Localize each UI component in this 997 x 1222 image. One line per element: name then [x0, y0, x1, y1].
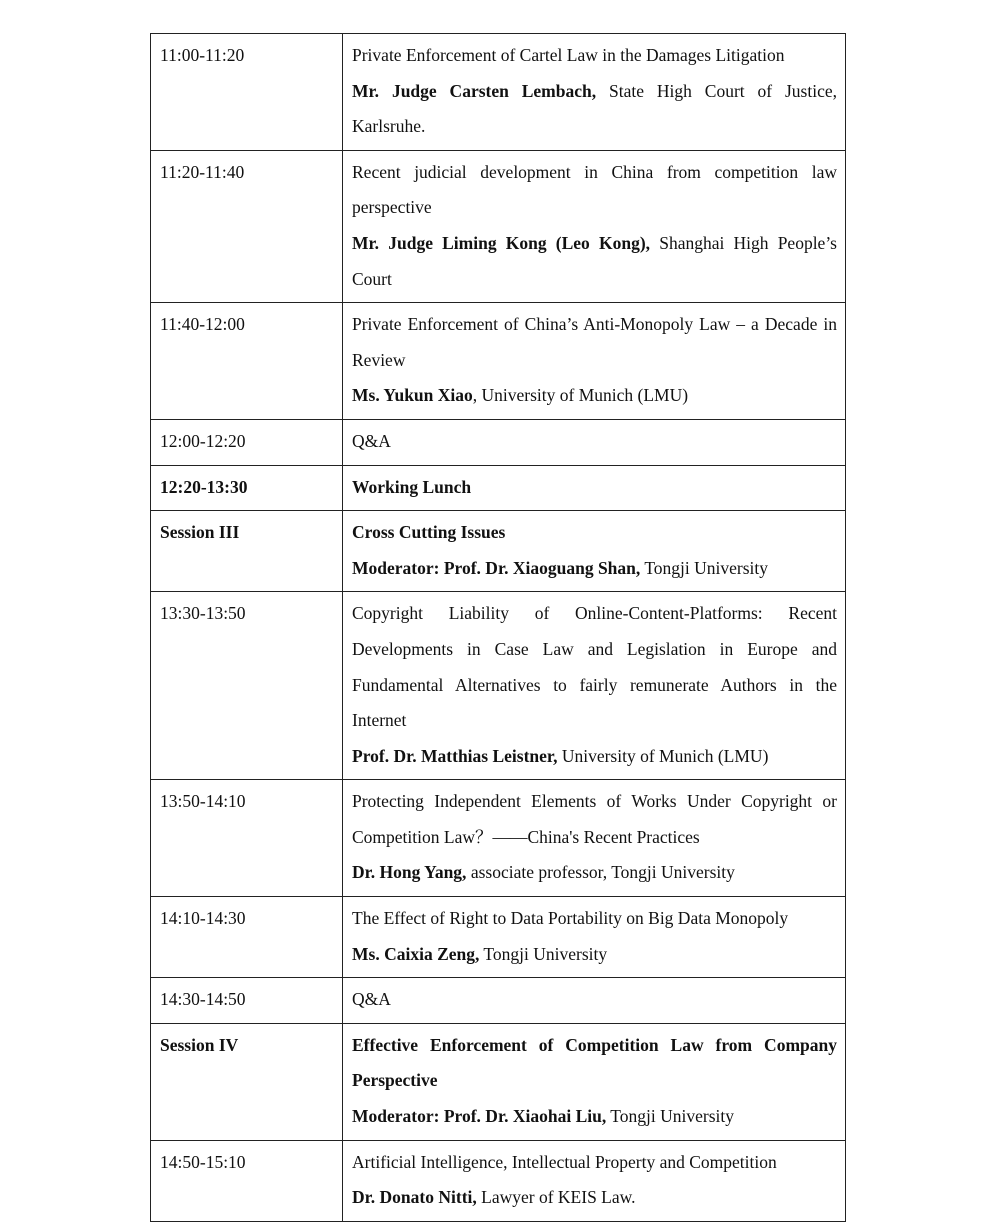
session-label: Session IV: [151, 1023, 343, 1140]
speaker-affiliation: University of Munich (LMU): [557, 745, 769, 766]
speaker-name: Dr. Hong Yang,: [352, 862, 467, 883]
content-cell: [343, 34, 846, 151]
talk-title: Copyright Liability of Online-Content-Platforms: Recent Developments in Case Law and Legislation in Europe and Fundamental Alternatives to fairly remunerate Authors in the Internet: [352, 603, 837, 731]
table-row: [151, 150, 846, 302]
content-cell: [343, 511, 846, 592]
speaker-affiliation: State High Court of Justice, Karlsruhe.: [352, 80, 837, 137]
content-cell: [343, 780, 846, 897]
content-cell: [343, 897, 846, 978]
time-cell: 14:10-14:30: [151, 897, 343, 978]
speaker-affiliation: Lawyer of KEIS Law.: [476, 1187, 636, 1208]
speaker-line: [352, 855, 837, 891]
talk-title: The Effect of Right to Data Portability on Big Data Monopoly: [352, 908, 789, 929]
talk-title: Artificial Intelligence, Intellectual Property and Competition: [352, 1151, 777, 1172]
talk-title: Working Lunch: [352, 476, 472, 497]
content-cell: [343, 592, 846, 780]
speaker-name: Dr. Donato Nitti,: [352, 1187, 477, 1208]
session-title: Effective Enforcement of Competition Law from Company Perspective: [352, 1034, 837, 1091]
speaker-name: Ms. Yukun Xiao: [352, 385, 473, 406]
time-cell: 13:30-13:50: [151, 592, 343, 780]
table-row: [151, 511, 846, 592]
table-row: [151, 978, 846, 1024]
content-cell: [343, 1140, 846, 1221]
speaker-line: [352, 937, 837, 973]
table-row: [151, 303, 846, 420]
time-cell: 12:00-12:20: [151, 419, 343, 465]
table-row: [151, 465, 846, 511]
speaker-line: [352, 739, 837, 775]
session-title: Cross Cutting Issues: [352, 522, 506, 543]
talk-title: Q&A: [352, 430, 391, 451]
content-cell: [343, 1023, 846, 1140]
speaker-name: Mr. Judge Carsten Lembach,: [352, 80, 597, 101]
table-row: [151, 897, 846, 978]
speaker-line: [352, 1180, 837, 1216]
content-cell: [343, 150, 846, 302]
table-row: [151, 1140, 846, 1221]
time-cell: 11:20-11:40: [151, 150, 343, 302]
speaker-name: Ms. Caixia Zeng,: [352, 943, 480, 964]
time-cell: 13:50-14:10: [151, 780, 343, 897]
speaker-line: [352, 226, 837, 297]
moderator-name: Moderator: Prof. Dr. Xiaoguang Shan,: [352, 557, 641, 578]
time-cell: 14:30-14:50: [151, 978, 343, 1024]
moderator-name: Moderator: Prof. Dr. Xiaohai Liu,: [352, 1106, 607, 1127]
content-cell: [343, 978, 846, 1024]
content-cell: [343, 465, 846, 511]
time-cell: 12:20-13:30: [151, 465, 343, 511]
time-cell: 11:00-11:20: [151, 34, 343, 151]
speaker-line: [352, 74, 837, 145]
time-cell: 14:50-15:10: [151, 1140, 343, 1221]
table-row: [151, 780, 846, 897]
speaker-affiliation: , University of Munich (LMU): [472, 385, 689, 406]
moderator-line: [352, 551, 837, 587]
agenda-table: [150, 33, 846, 1222]
moderator-affiliation: Tongji University: [640, 557, 769, 578]
content-cell: [343, 303, 846, 420]
table-row: [151, 34, 846, 151]
talk-title: Protecting Independent Elements of Works Under Copyright or Competition Law？——China's Recent Practices: [352, 791, 837, 847]
speaker-affiliation: Tongji University: [479, 943, 608, 964]
time-cell: 11:40-12:00: [151, 303, 343, 420]
talk-title: Private Enforcement of Cartel Law in the Damages Litigation: [352, 45, 785, 65]
talk-title: Q&A: [352, 989, 391, 1010]
speaker-name: Prof. Dr. Matthias Leistner,: [352, 745, 558, 766]
table-row: [151, 592, 846, 780]
moderator-affiliation: Tongji University: [606, 1106, 734, 1127]
moderator-line: [352, 1099, 837, 1135]
table-row: [151, 1023, 846, 1140]
speaker-line: [352, 378, 837, 414]
talk-title: Private Enforcement of China’s Anti-Monopoly Law – a Decade in Review: [352, 314, 837, 370]
talk-title: Recent judicial development in China from competition law perspective: [352, 161, 837, 218]
speaker-affiliation: Shanghai High People’s Court: [352, 232, 837, 289]
speaker-affiliation: associate professor, Tongji University: [466, 862, 735, 883]
speaker-name: Mr. Judge Liming Kong (Leo Kong),: [352, 232, 651, 253]
session-label: Session III: [151, 511, 343, 592]
content-cell: [343, 419, 846, 465]
table-row: [151, 419, 846, 465]
